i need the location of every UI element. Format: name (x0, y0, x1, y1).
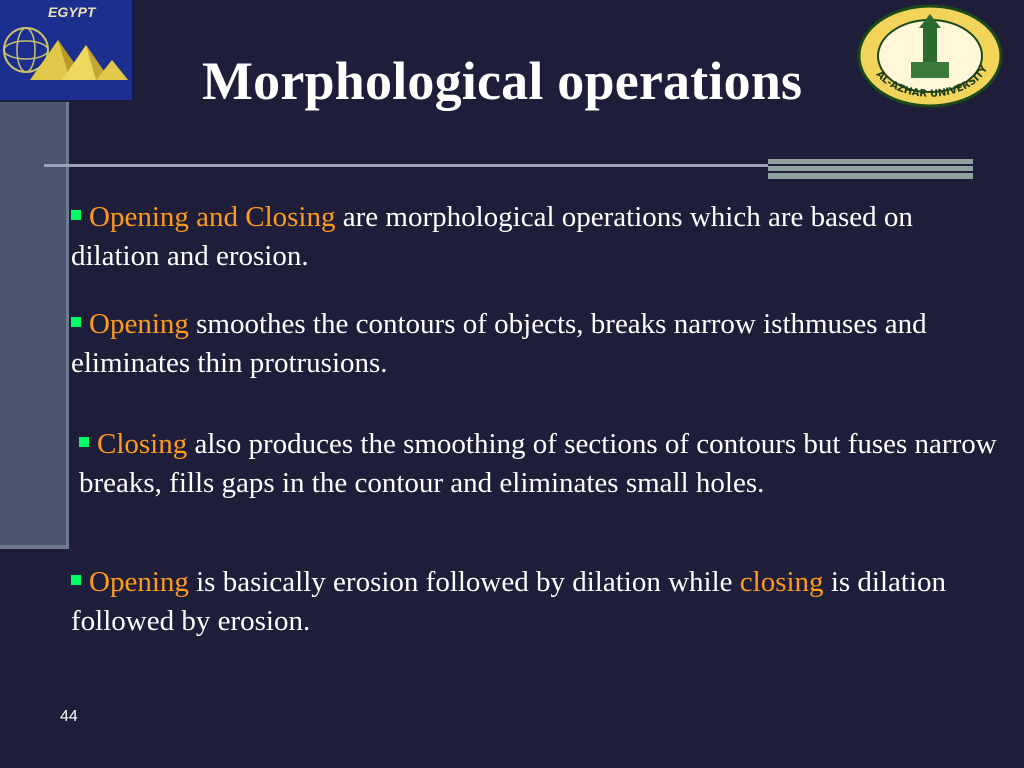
square-bullet-icon (71, 575, 81, 585)
square-bullet-icon (71, 317, 81, 327)
highlighted-term: Opening and Closing (89, 201, 336, 233)
highlighted-term: Opening (89, 308, 189, 340)
bullet-text: is dilation followed by erosion. (71, 566, 947, 637)
highlighted-term: Closing (97, 428, 188, 460)
university-seal-icon (857, 4, 1003, 108)
square-bullet-icon (71, 210, 81, 220)
bullet-text: are morphological operations which are based on dilation and erosion. (71, 201, 913, 272)
bullet-item (71, 305, 971, 383)
bullet-text: smoothes the contours of objects, breaks narrow isthmuses and eliminates thin protrusions. (71, 308, 927, 379)
highlighted-term: Opening (89, 566, 189, 598)
egypt-logo-text: EGYPT (48, 4, 96, 20)
title-divider-accent (768, 159, 973, 179)
slide-title: Morphological operations (202, 51, 803, 111)
seal-text: AL-AZHAR UNIVERSITY (873, 63, 991, 100)
title-divider (44, 164, 768, 167)
bullet-text: also produces the smoothing of sections of contours but fuses narrow breaks, fills gaps in the contour and eliminates small holes. (79, 428, 997, 499)
al-azhar-seal (857, 4, 1003, 108)
bullet-item (79, 425, 999, 503)
bullet-item (71, 563, 1011, 641)
bullet-text: is basically erosion followed by dilation while (188, 566, 740, 598)
slide-number: 44 (60, 708, 78, 725)
square-bullet-icon (79, 437, 89, 447)
left-accent-bar (0, 102, 69, 549)
egypt-logo (0, 0, 134, 100)
highlighted-term: closing (739, 566, 824, 598)
bullet-item (71, 198, 971, 276)
